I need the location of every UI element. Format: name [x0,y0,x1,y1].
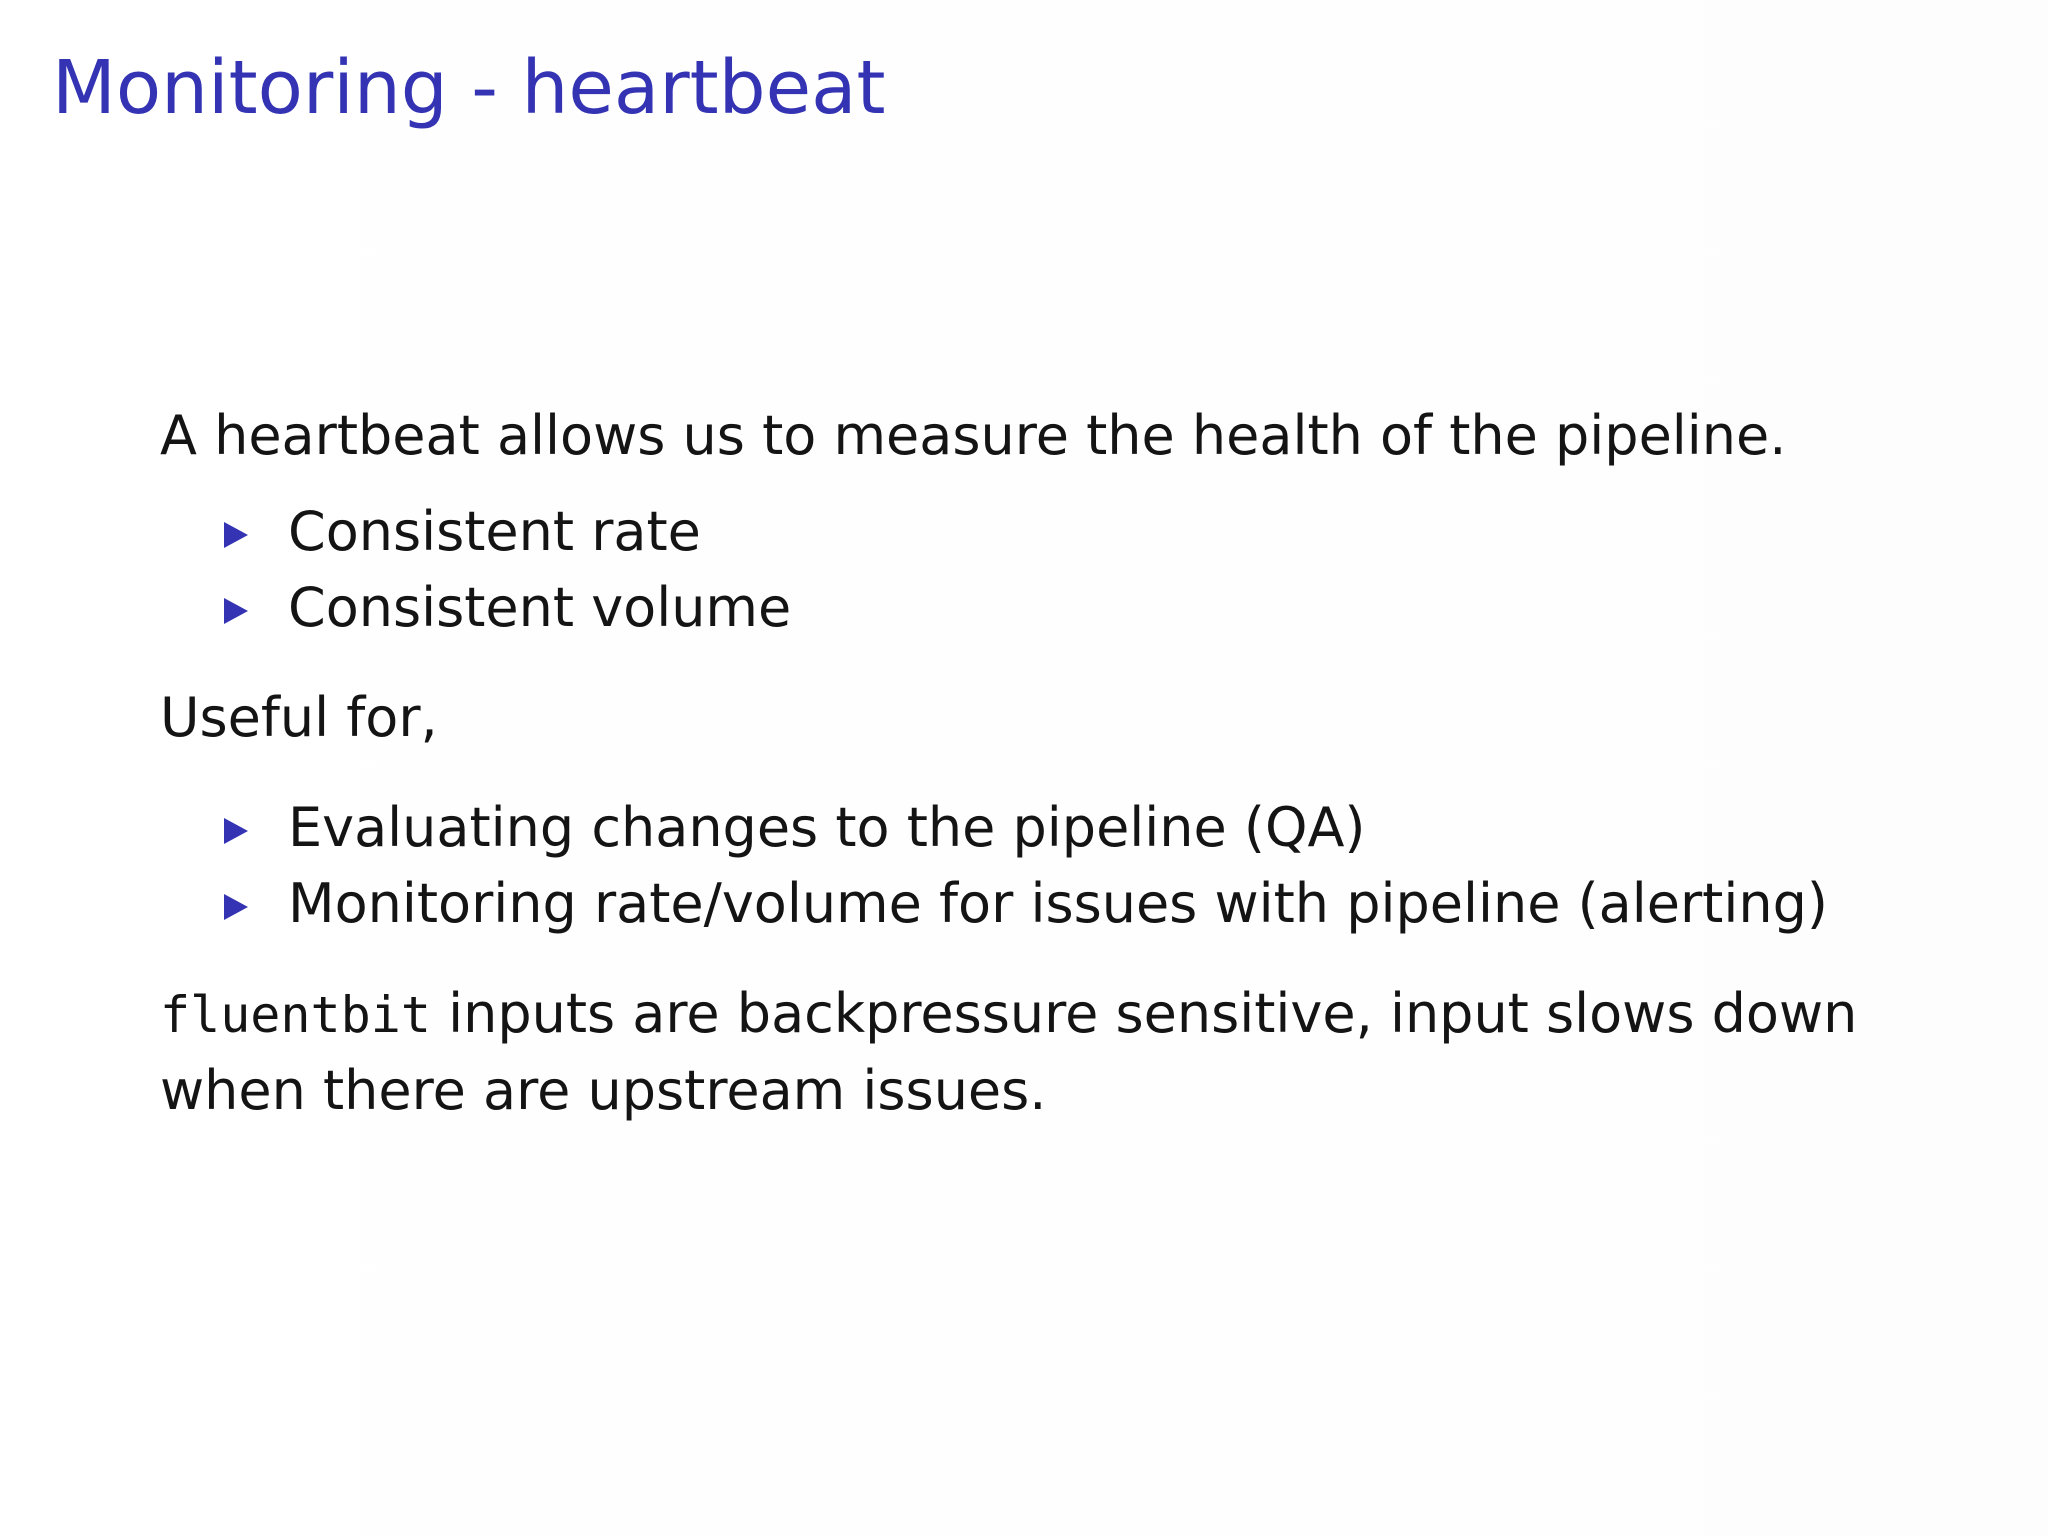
fluentbit-code: fluentbit [160,986,431,1044]
characteristics-list [160,494,1920,646]
list-item-text: Monitoring rate/volume for issues with pipeline (alerting) [288,872,1828,935]
list-item [224,790,1920,866]
backpressure-paragraph [160,976,1920,1129]
list-item-text: Evaluating changes to the pipeline (QA) [288,796,1366,859]
list-item-text: Consistent rate [288,500,701,563]
list-item-text: Consistent volume [288,576,792,639]
uses-list [160,790,1920,942]
backpressure-text: inputs are backpressure sensitive, input slows down when there are upstream issues. [160,982,1858,1122]
useful-for-paragraph: Useful for, [160,686,438,749]
slide-content [160,398,1920,1129]
list-item [224,494,1920,570]
triangle-bullet-icon [224,894,248,920]
triangle-bullet-icon [224,818,248,844]
list-item [224,866,1920,942]
intro-paragraph: A heartbeat allows us to measure the health of the pipeline. [160,404,1787,467]
triangle-bullet-icon [224,522,248,548]
list-item [224,570,1920,646]
triangle-bullet-icon [224,598,248,624]
slide-title: Monitoring - heartbeat [52,45,886,131]
